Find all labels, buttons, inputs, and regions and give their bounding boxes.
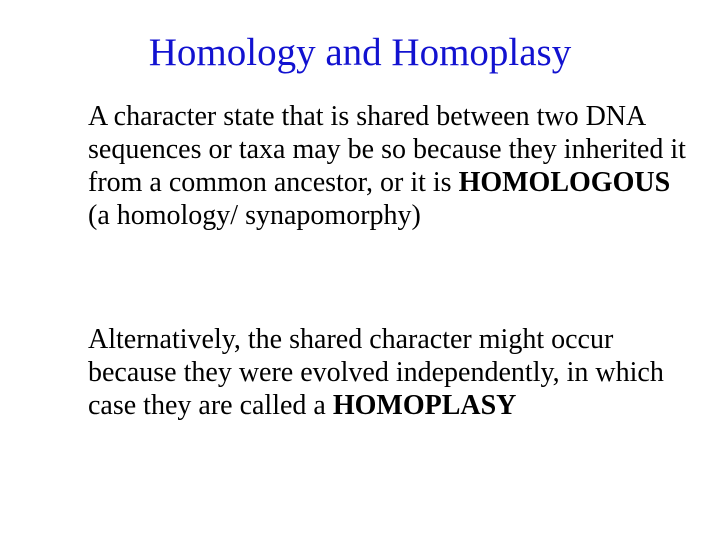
term-homoplasy: HOMOPLASY [332, 390, 517, 421]
paragraph-homoplasy-text: Alternatively, the shared character might occur because they were evolved independently, in which case they are called a [88, 324, 664, 421]
paragraph-homology-tail: (a homology/ synapomorphy) [88, 200, 421, 231]
slide-title: Homology and Homoplasy [148, 31, 572, 74]
term-homologous: HOMOLOGOUS [458, 167, 671, 198]
paragraph-homology [88, 100, 688, 232]
paragraph-homology-text: A character state that is shared between two DNA sequences or taxa may be so because they inherited it from a common ancestor, or it is [88, 101, 686, 198]
paragraph-homoplasy [88, 323, 688, 422]
